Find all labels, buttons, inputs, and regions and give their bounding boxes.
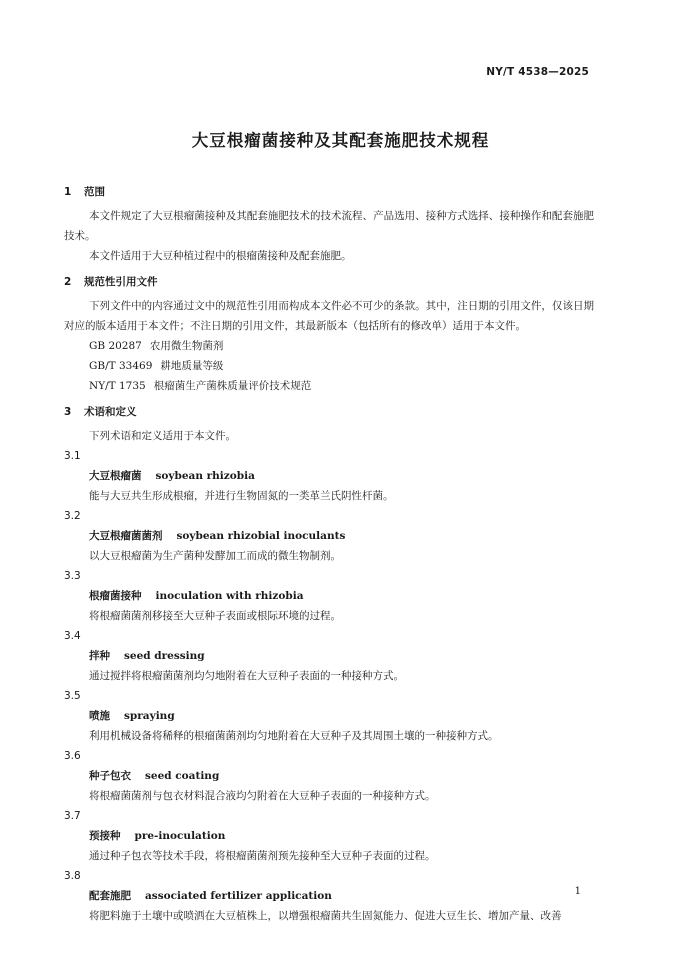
reference-title: 农用微生物菌剂 (149, 340, 224, 352)
term-number: 3.4 (64, 630, 81, 642)
term-entry (64, 626, 594, 686)
term-name (64, 766, 594, 786)
paragraph: 本文件规定了大豆根瘤菌接种及其配套施肥技术的技术流程、产品选用、接种方式选择、接种操作和配套施肥技术。 (64, 210, 594, 242)
term-entry (64, 446, 594, 506)
reference-item (64, 356, 594, 376)
term-name-en: inoculation with rhizobia (155, 590, 304, 602)
term-name (64, 886, 594, 906)
term-name-zh: 拌种 (89, 650, 110, 662)
section-title: 规范性引用文件 (84, 276, 158, 288)
term-definition: 将肥料施于土壤中或喷洒在大豆植株上，以增强根瘤菌共生固氮能力、促进大豆生长、增加产量、改善 (89, 910, 562, 922)
document-body (64, 176, 594, 926)
term-definition: 能与大豆共生形成根瘤，并进行生物固氮的一类革兰氏阴性杆菌。 (89, 490, 394, 502)
section-heading-scope (64, 182, 594, 202)
term-name-en: associated fertilizer application (145, 890, 332, 902)
section-title: 术语和定义 (84, 406, 137, 418)
reference-title: 根瘤菌生产菌株质量评价技术规范 (153, 380, 312, 392)
term-definition: 将根瘤菌菌剂与包衣材料混合液均匀附着在大豆种子表面的一种接种方式。 (89, 790, 436, 802)
standard-number: NY/T 4538—2025 (486, 66, 589, 78)
term-number: 3.1 (64, 450, 81, 462)
term-name-zh: 预接种 (89, 830, 121, 842)
term-name-en: pre-inoculation (134, 830, 226, 842)
section-heading-terms (64, 402, 594, 422)
reference-code: GB 20287 (89, 340, 142, 352)
term-entry (64, 806, 594, 866)
term-number: 3.8 (64, 870, 81, 882)
page-number: 1 (574, 886, 581, 897)
term-entry (64, 506, 594, 566)
reference-code: GB/T 33469 (89, 360, 153, 372)
term-name (64, 826, 594, 846)
term-entry (64, 566, 594, 626)
reference-item (64, 336, 594, 356)
term-definition: 以大豆根瘤菌为生产菌种发酵加工而成的微生物制剂。 (89, 550, 341, 562)
term-name-zh: 喷施 (89, 710, 110, 722)
term-name-zh: 根瘤菌接种 (89, 590, 142, 602)
term-number: 3.6 (64, 750, 81, 762)
term-number: 3.5 (64, 690, 81, 702)
term-name-en: spraying (124, 710, 175, 722)
term-definition: 通过搅拌将根瘤菌菌剂均匀地附着在大豆种子表面的一种接种方式。 (89, 670, 404, 682)
reference-item (64, 376, 594, 396)
term-name (64, 526, 594, 546)
term-entry (64, 866, 594, 926)
term-number: 3.7 (64, 810, 81, 822)
term-name-zh: 种子包衣 (89, 770, 131, 782)
reference-title: 耕地质量等级 (160, 360, 224, 372)
term-entry (64, 746, 594, 806)
term-name-zh: 大豆根瘤菌菌剂 (89, 530, 163, 542)
section-title: 范围 (84, 186, 105, 198)
paragraph: 下列文件中的内容通过文中的规范性引用而构成本文件必不可少的条款。其中，注日期的引用文件，仅该日期对应的版本适用于本文件；不注日期的引用文件，其最新版本（包括所有的修改单）适用于本文件。 (64, 300, 594, 332)
term-number: 3.3 (64, 570, 81, 582)
term-name-en: soybean rhizobia (155, 470, 255, 482)
term-name-zh: 配套施肥 (89, 890, 131, 902)
section-heading-normative-references (64, 272, 594, 292)
term-name-en: seed coating (145, 770, 220, 782)
term-name (64, 466, 594, 486)
section-number: 3 (64, 406, 72, 418)
term-name-en: soybean rhizobial inoculants (176, 530, 346, 542)
term-entry (64, 686, 594, 746)
term-name-en: seed dressing (124, 650, 205, 662)
term-name (64, 646, 594, 666)
reference-code: NY/T 1735 (89, 380, 146, 392)
term-definition: 通过种子包衣等技术手段，将根瘤菌菌剂预先接种至大豆种子表面的过程。 (89, 850, 436, 862)
term-definition: 将根瘤菌菌剂移接至大豆种子表面或根际环境的过程。 (89, 610, 341, 622)
term-name (64, 706, 594, 726)
document-title: 大豆根瘤菌接种及其配套施肥技术规程 (191, 131, 490, 150)
paragraph: 下列术语和定义适用于本文件。 (89, 430, 236, 442)
term-name-zh: 大豆根瘤菌 (89, 470, 142, 482)
paragraph: 本文件适用于大豆种植过程中的根瘤菌接种及配套施肥。 (89, 250, 352, 262)
section-number: 1 (64, 186, 72, 198)
section-number: 2 (64, 276, 72, 288)
term-name (64, 586, 594, 606)
term-number: 3.2 (64, 510, 81, 522)
term-definition: 利用机械设备将稀释的根瘤菌菌剂均匀地附着在大豆种子及其周围土壤的一种接种方式。 (89, 730, 499, 742)
